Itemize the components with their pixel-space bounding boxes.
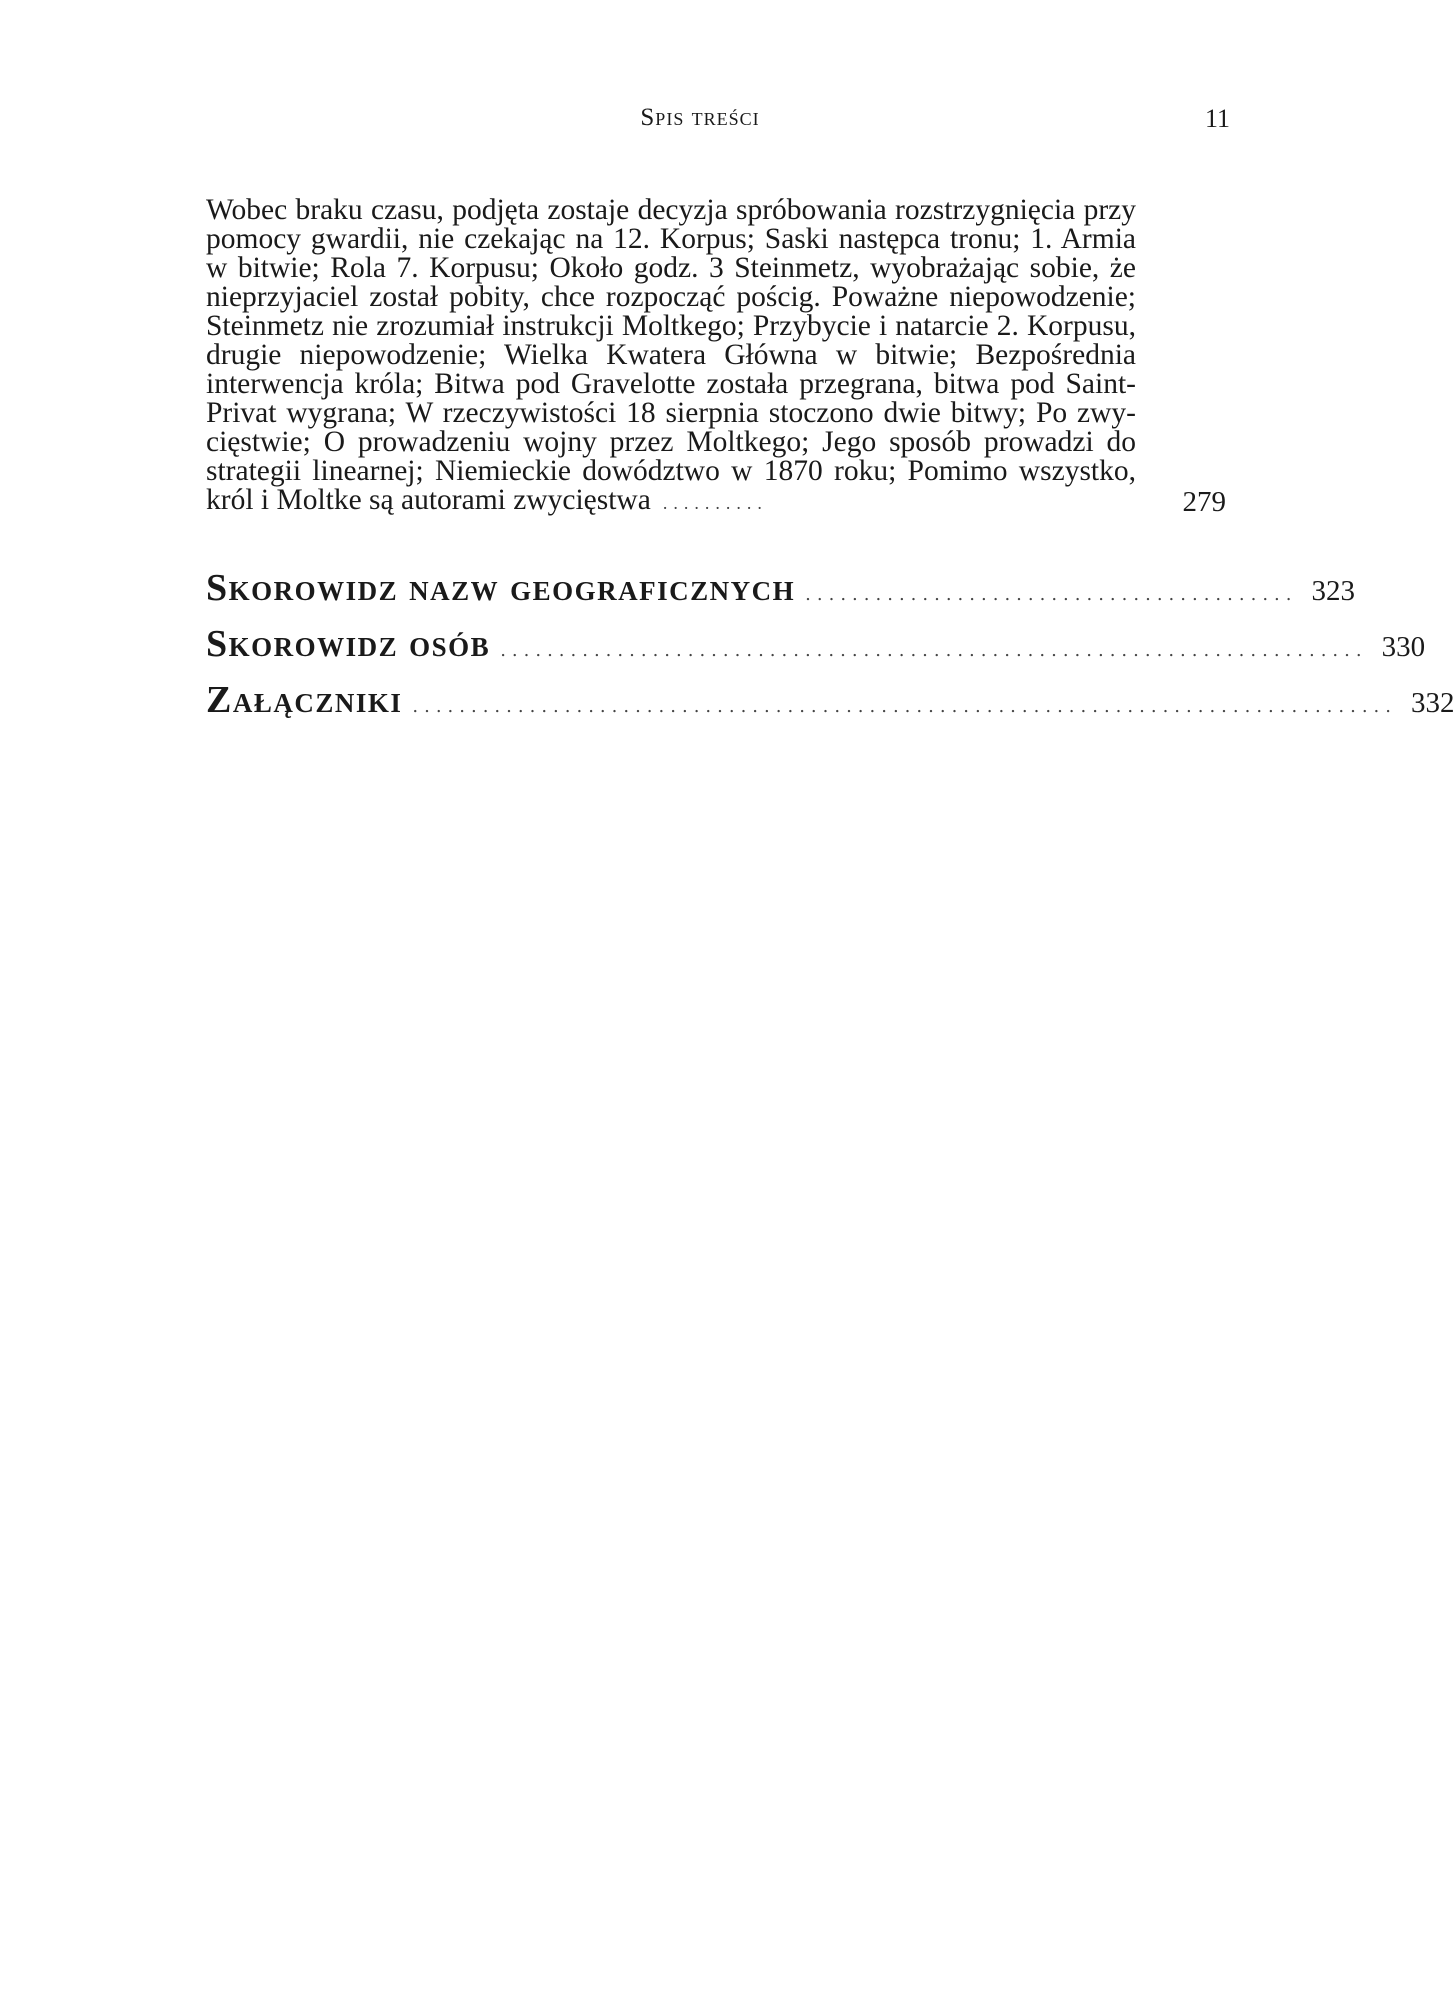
toc-entry-page: 323 — [1311, 575, 1355, 607]
toc-entry-title: Załączniki — [206, 679, 403, 721]
toc-entry-person-index[interactable] — [206, 622, 1426, 678]
toc-summary-text — [206, 196, 1136, 518]
toc-entry-leader: .................................................................................... — [412, 696, 1397, 717]
page-number: 11 — [1204, 104, 1230, 133]
toc-main-entries — [206, 566, 1455, 734]
toc-entry-page: 332 — [1411, 687, 1455, 719]
running-head — [0, 104, 1400, 144]
table-of-contents — [206, 194, 1455, 734]
toc-summary-page: 279 — [1182, 486, 1226, 518]
toc-entry-leader: .......................................................................... — [500, 640, 1368, 661]
toc-entry-geographic-index[interactable] — [206, 566, 1355, 622]
toc-entry-title: Skorowidz nazw geograficznych — [206, 567, 796, 609]
toc-summary-entry — [206, 196, 1226, 518]
toc-entry-page: 330 — [1381, 631, 1426, 663]
toc-summary-body: Wobec braku czasu, podjęta zostaje decyzja spróbowania rozstrzygnięcia przy pomocy gwardii, nie czekając na 12. Korpus; Saski następca tronu; 1. Armia w bitwie; Rola 7. Korpusu; Około godz. 3 Steinmetz, wyobrażając sobie, że nieprzyjaciel został pobity, chce rozpocząć pościg. Poważne niepowodzenie; Steinmetz nie zrozumiał instrukcji Moltkego; Przybycie i natarcie 2. Korpusu, drugie niepowodzenie; Wielka Kwatera Główna w bitwie; Bezpośrednia interwencja króla; Bitwa pod Gravelotte została przegrana, bitwa pod Saint-Privat wygrana; W rzeczywistości 18 sierpnia stoczono dwie bitwy; Po zwycięstwie; O prowadzeniu wojny przez Moltkego; Jego sposób prowadzi do strategii linearnej; Niemieckie dowództwo w 1870 roku; Pomimo wszystko, król i Moltke są autorami zwycięstwa — [206, 194, 1136, 516]
toc-entry-attachments[interactable] — [206, 678, 1455, 734]
toc-entry-leader: .......................................... — [805, 584, 1298, 605]
toc-entry-title: Skorowidz osób — [206, 623, 491, 665]
toc-summary-leader: .......... — [662, 493, 768, 513]
running-title: Spis treści — [640, 104, 760, 131]
